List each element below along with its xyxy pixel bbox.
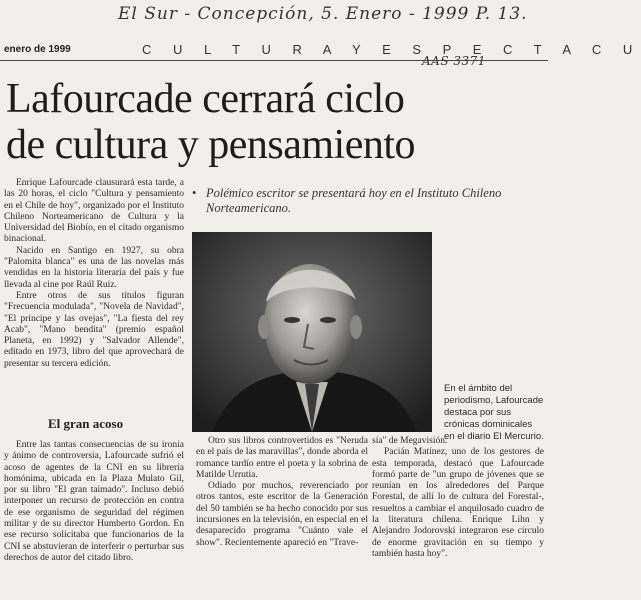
headline-line-2: de cultura y pensamiento — [6, 122, 416, 168]
subheading: El gran acoso — [48, 416, 124, 431]
paragraph: Nacido en Santigo en 1927, su obra "Palomita blanca" es una de las novelas más vendidas en la historia literaria del país y fue llevada al cine por Raúl Ruiz. — [4, 245, 184, 290]
paragraph: Pacián Matínez, uno de los gestores de esta temporada, destacó que Lafourcade formó parte de "un grupo de jóvenes que se reunían en los alrededores del Parque Forestal, de allí lo de cultura del Forestal-, resueltos a cambiar el anquilosado cuadro de la literatura chilena. Enrique Lihn y Alejandro Jodorovski integraron ese círculo de enorme gravitación en su tiempo y también hasta hoy". — [372, 447, 544, 559]
dateline: enero de 1999 — [4, 44, 71, 55]
portrait-photo — [192, 232, 432, 432]
body-column-3 — [372, 436, 544, 560]
section-title: C U L T U R A Y E S P E C T A C U — [142, 42, 641, 57]
handwritten-source-note: El Sur - Concepción, 5. Enero - 1999 P. 13. — [118, 4, 528, 24]
body-column-2 — [196, 436, 368, 549]
portrait-photo-image — [192, 232, 432, 432]
body-column-1 — [4, 178, 184, 370]
paragraph: Entre otros de sus títulos figuran "Frecuencia modulada", "Novela de Navidad", "El príncipe y las ovejas", "La fiesta del rey Acab", "Mano bendita" (premio español Planeta, en 1992) y "Salvador Allende", editado en 1973, libro del que aprovechará de presentar su tercera edición. — [4, 290, 184, 369]
header-rule — [0, 60, 548, 61]
paragraph: Entre las tantas consecuencias de su ironía y ánimo de controversia, Lafourcade sufrió el acoso de agentes de la CNI en su librería homónima, ubicada en la Plaza Mulato Gil, por su libro "El gran taimado". Incluso debió interponer un recurso de protección en contra de ese organismo de seguridad del régimen militar y de su director Humberto Gordon. En ese recurso solicitaba que funcionarios de la CNI se abstuvieran de interferir o perturbar sus derechos de autor del citado libro. — [4, 440, 184, 563]
handwritten-archive-ref: AAS 3371 — [422, 54, 486, 68]
deck-text: Polémico escritor se presentará hoy en el Instituto Chileno Norteamericano. — [206, 186, 502, 215]
headline-line-1: Lafourcade cerrará ciclo — [6, 76, 405, 122]
paragraph: Odiado por muchos, reverenciado por otros tantos, este escritor de la Generación del 50 también se ha hecho conocido por sus incursiones en la televisión, en especial en el desaparecido programa "Cuánto vale el show". Recientemente apareció en "Trave- — [196, 481, 368, 548]
paragraph: Enrique Lafourcade clausurará esta tarde, a las 20 horas, el ciclo "Cultura y pensamiento en el Chile de hoy", organizado por el Instituto Chileno Norteamericano de Cultura y la Universidad del Biobío, en el citado organismo binacional. — [4, 178, 184, 245]
paragraph: sía" de Megavisión. — [372, 436, 448, 446]
photo-caption: En el ámbito del periodismo, Lafourcade destaca por sus crónicas dominicales en el diario El Mercurio. — [444, 383, 544, 442]
bullet-icon: • — [192, 186, 197, 200]
headline — [6, 76, 546, 168]
body-column-1-continued — [4, 440, 184, 564]
paragraph: Otro sus libros controvertidos es "Neruda en el país de las maravillas", donde aborda el romance tardío entre el poeta y la sobrina de Matilde Urrutia. — [196, 436, 368, 480]
deck — [192, 186, 522, 216]
